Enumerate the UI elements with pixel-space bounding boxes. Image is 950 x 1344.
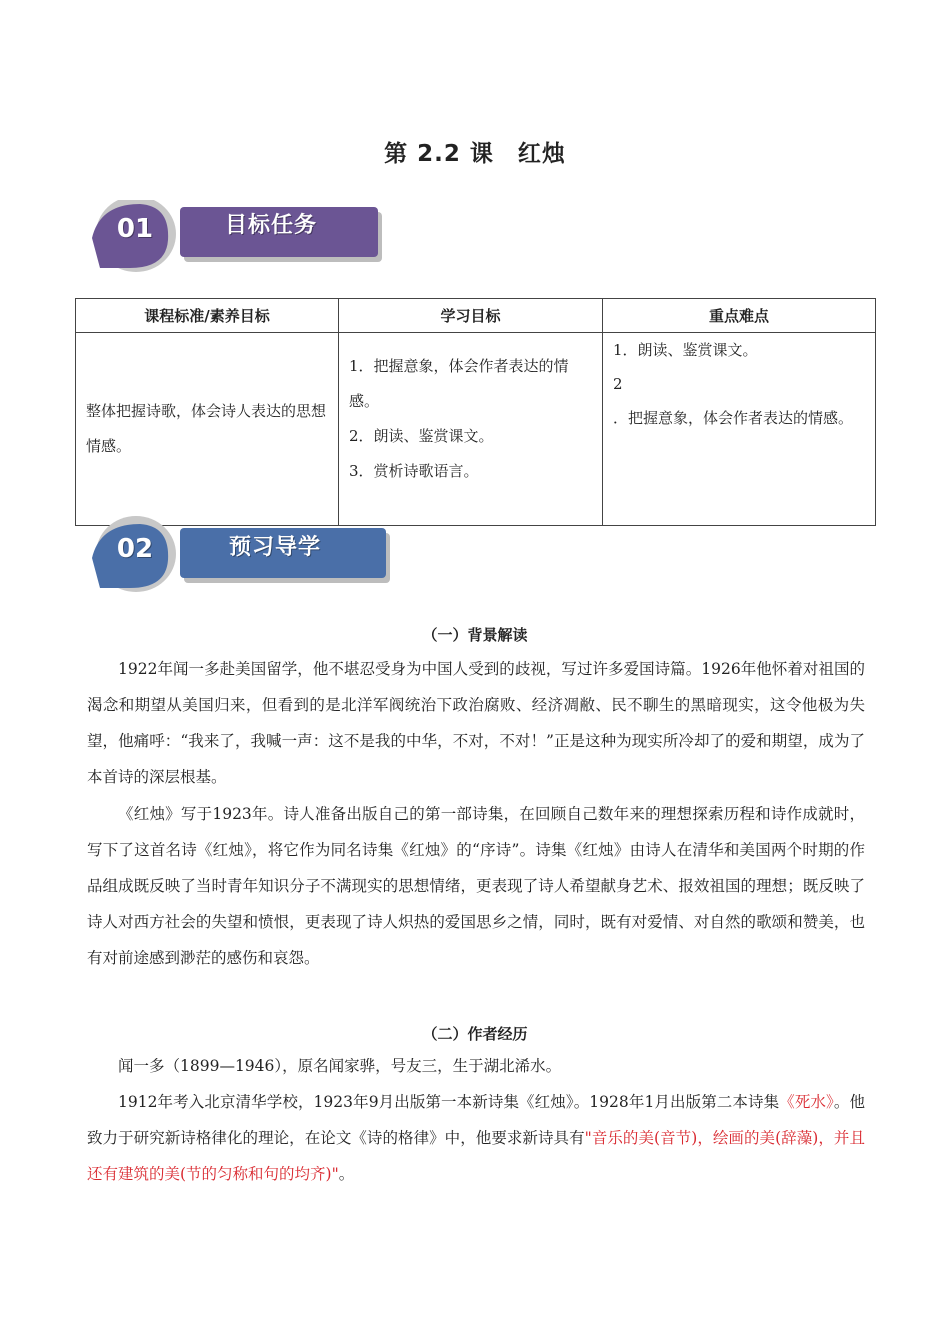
- list-item: 1．把握意象，体会作者表达的情感。: [349, 357, 569, 410]
- goals-table: [75, 298, 876, 526]
- table-header: 学习目标: [339, 299, 603, 333]
- paragraph: 闻一多（1899—1946），原名闻家骅，号友三，生于湖北浠水。: [118, 1057, 562, 1075]
- table-header: 重点难点: [603, 299, 876, 333]
- list-item: 1．朗读、鉴赏课文。: [613, 341, 758, 359]
- paragraph: 1922年闻一多赴美国留学，他不堪忍受身为中国人受到的歧视，写过许多爱国诗篇。1926年他怀着对祖国的渴念和期望从美国归来，但看到的是北洋军阀统治下政治腐败、经济凋敝、民不聊生的黑暗现实，这令他极为失望，他痛呼：“我来了，我喊一声：这不是我的中华，不对，不对！”正是这种为现实所冷却了的爱和期望，成为了本首诗的深层根基。: [87, 660, 865, 786]
- highlight-text: 《死水》: [779, 1093, 834, 1111]
- list-item: 3．赏析诗歌语言。: [349, 462, 479, 480]
- badge-label: 目标任务: [224, 213, 317, 238]
- table-cell: [603, 333, 876, 526]
- list-item: 2．朗读、鉴赏课文。: [349, 427, 494, 445]
- table-cell: [339, 333, 603, 526]
- badge-number: 01: [116, 214, 154, 244]
- section-heading: （二）作者经历: [422, 1025, 528, 1043]
- text-run: 。: [338, 1165, 355, 1183]
- page-title: 第 2.2 课 红烛: [384, 141, 566, 167]
- section-badge-goals: [88, 200, 398, 280]
- paragraph: [87, 1084, 865, 1192]
- section-heading: （一）背景解读: [422, 626, 528, 644]
- table-header: 课程标准/素养目标: [76, 299, 339, 333]
- text-run: 1912年考入北京清华学校，1923年9月出版第一本新诗集《红烛》。1928年1月出版第二本诗集: [118, 1093, 780, 1111]
- cell-text: 整体把握诗歌，体会诗人表达的思想情感。: [86, 402, 327, 455]
- paragraph: 《红烛》写于1923年。诗人准备出版自己的第一部诗集，在回顾自己数年来的理想探索历程和诗作成就时，写下了这首名诗《红烛》，将它作为同名诗集《红烛》的“序诗”。诗集《红烛》由诗人在清华和美国两个时期的作品组成既反映了当时青年知识分子不满现实的思想情绪，更表现了诗人希望献身艺术、报效祖国的理想；既反映了诗人对西方社会的失望和愤恨，更表现了诗人炽热的爱国思乡之情，同时，既有对爱情、对自然的歌颂和赞美，也有对前途感到渺茫的感伤和哀怨。: [87, 805, 865, 967]
- table-cell: [76, 333, 339, 526]
- badge-label: 预习导学: [228, 535, 321, 560]
- highlight-text: "音乐的美(音节)，绘画的美(辞藻)，并且还有建筑的美(节的匀称和句的均齐)": [87, 1129, 865, 1183]
- badge-number: 02: [116, 534, 154, 564]
- section-badge-preview: [88, 516, 398, 596]
- text-run: 。他致力于研究新诗格律化的理论，在论文《诗的格律》中，他要求新诗具有: [87, 1093, 865, 1147]
- list-item: ．把握意象，体会作者表达的情感。: [613, 409, 854, 427]
- list-item: 2: [613, 375, 623, 393]
